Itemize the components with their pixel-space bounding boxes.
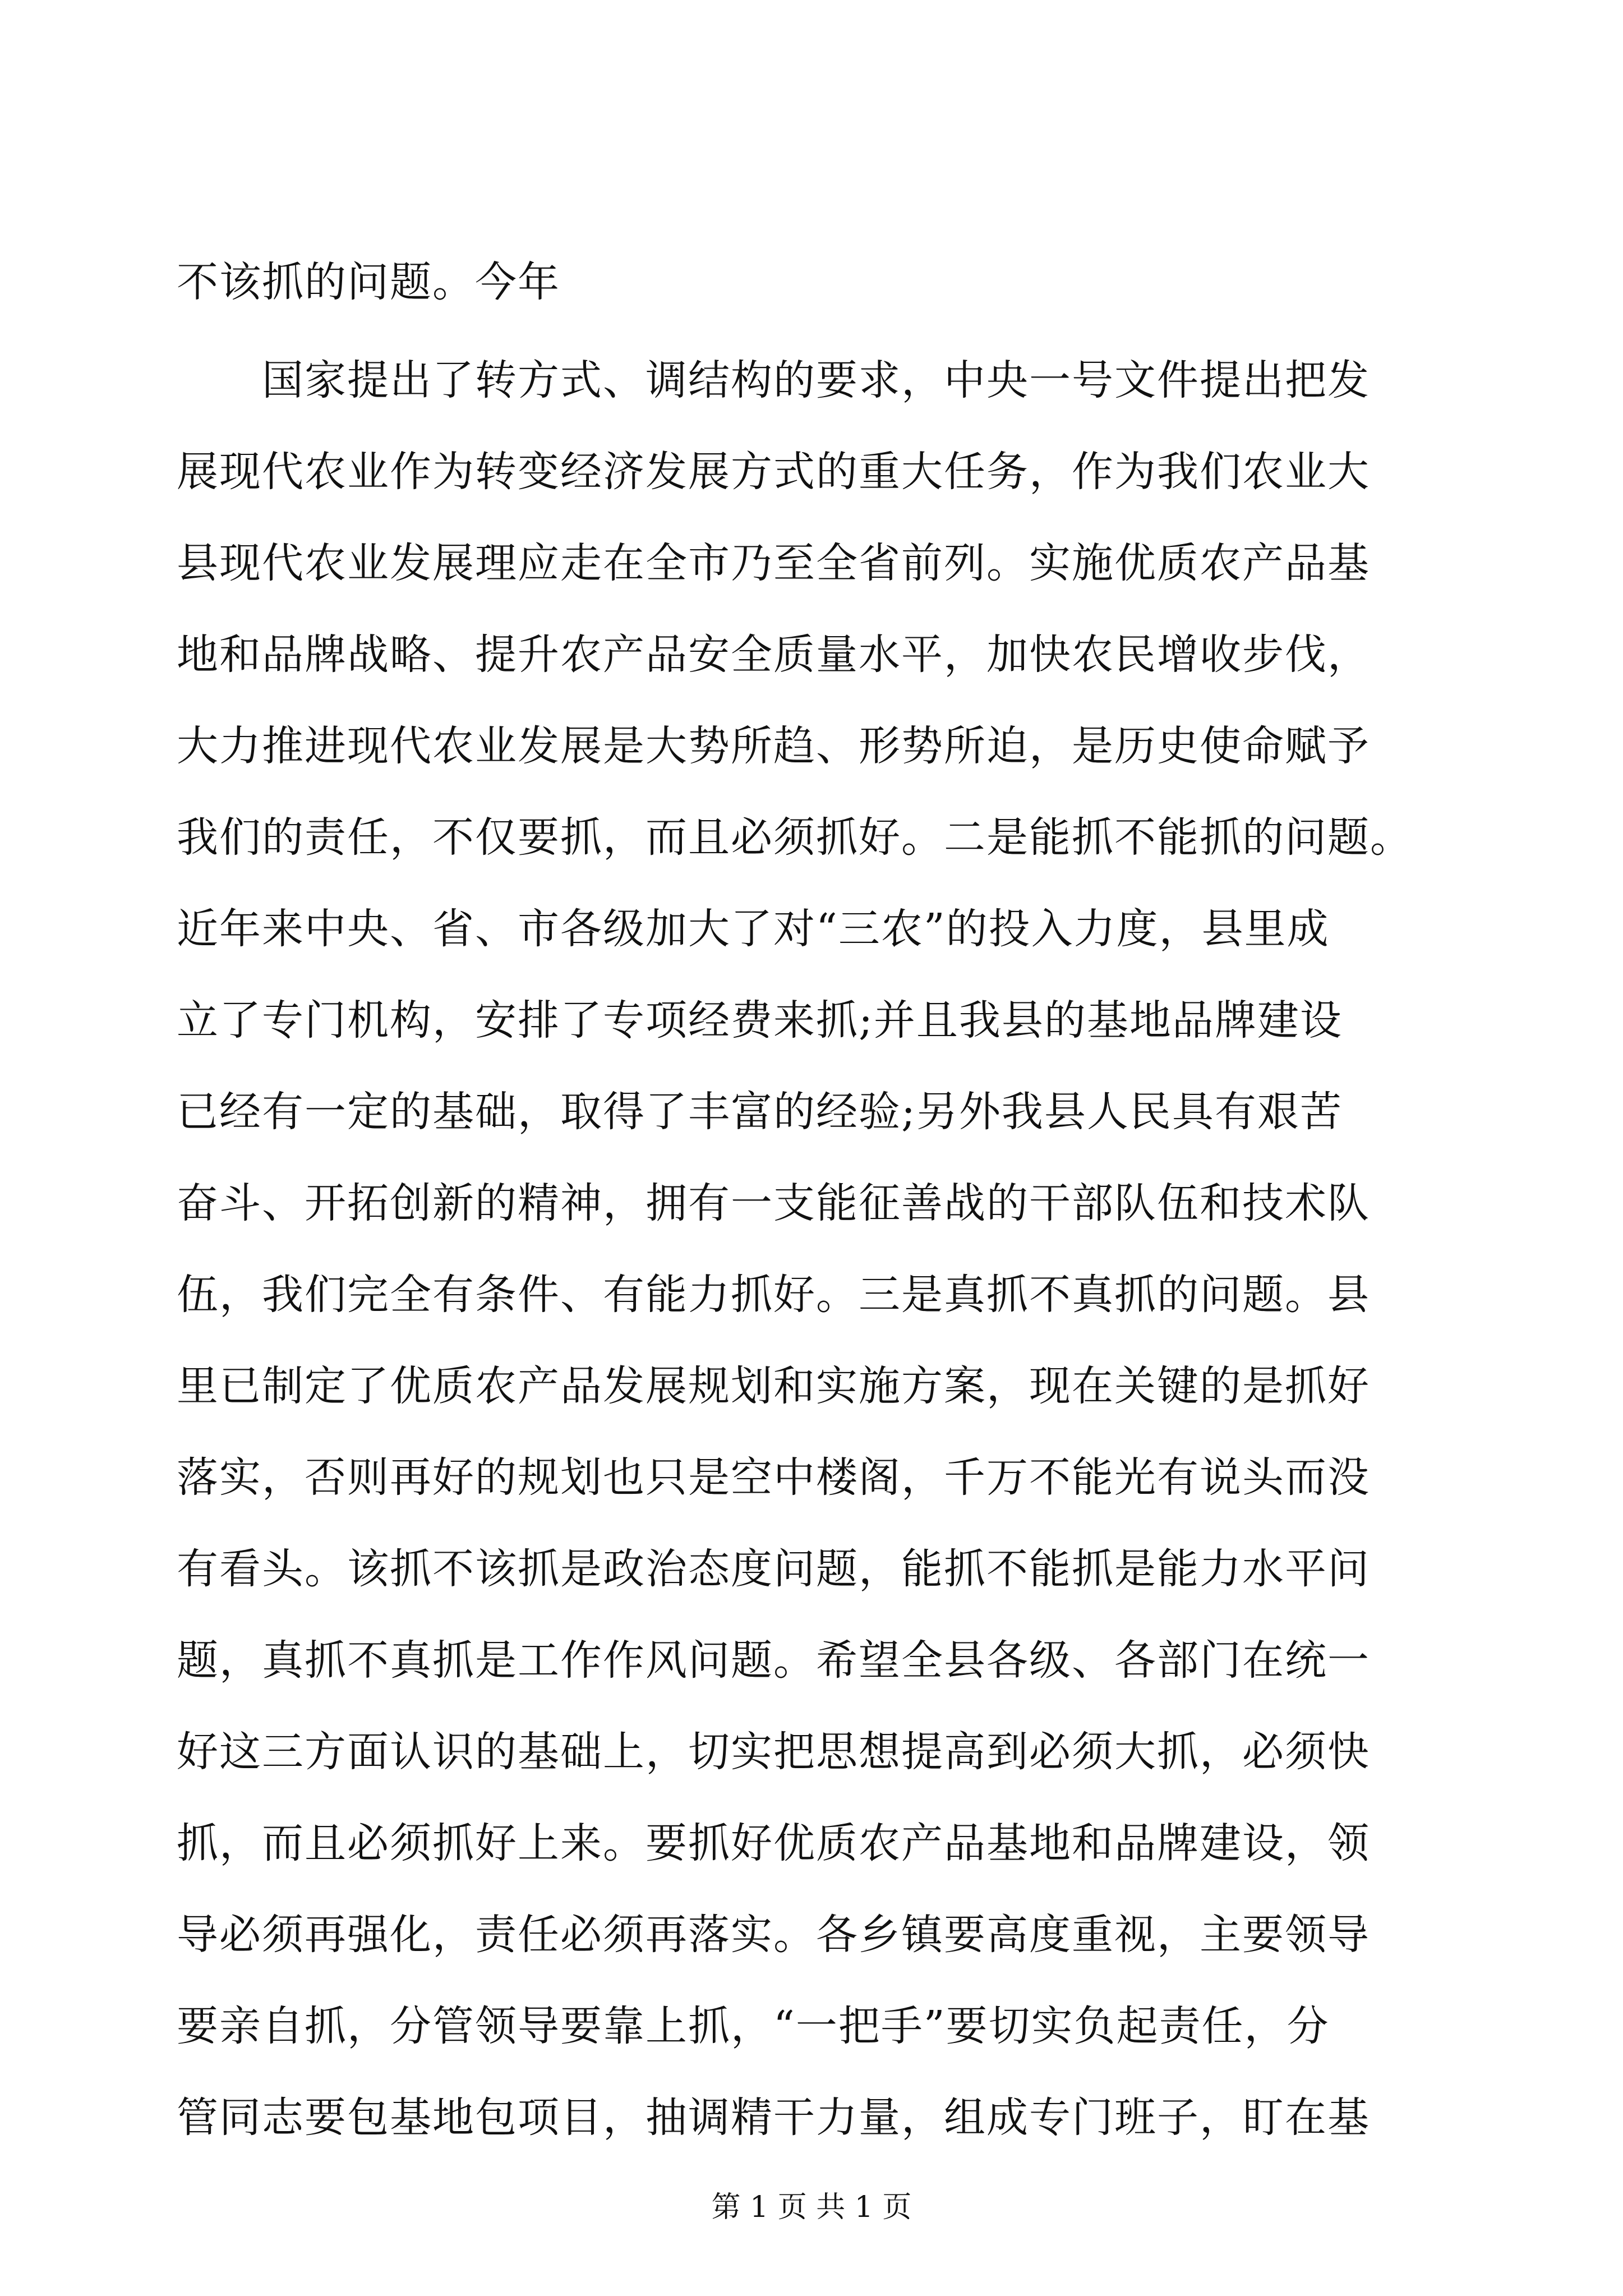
body-line: 抓，而且必须抓好上来。要抓好优质农产品基地和品牌建设，领 <box>177 1819 1370 1867</box>
body-line: 近年来中央、省、市各级加大了对“三农”的投入力度，县里成 <box>177 905 1330 953</box>
body-line: 奋斗、开拓创新的精神，拥有一支能征善战的干部队伍和技术队 <box>177 1179 1370 1227</box>
body-line: 已经有一定的基础，取得了丰富的经验;另外我县人民具有艰苦 <box>177 1088 1343 1136</box>
body-line: 地和品牌战略、提升农产品安全质量水平，加快农民增收步伐， <box>177 631 1370 679</box>
body-line: 立了专门机构，安排了专项经费来抓;并且我县的基地品牌建设 <box>177 996 1343 1045</box>
body-line: 伍，我们完全有条件、有能力抓好。三是真抓不真抓的问题。县 <box>177 1271 1370 1319</box>
body-line: 我们的责任，不仅要抓，而且必须抓好。二是能抓不能抓的问题。 <box>177 813 1413 862</box>
body-line: 里已制定了优质农产品发展规划和实施方案，现在关键的是抓好 <box>177 1362 1370 1410</box>
body-line: 不该抓的问题。今年 <box>177 258 560 306</box>
body-line: 题，真抓不真抓是工作作风问题。希望全县各级、各部门在统一 <box>177 1636 1370 1685</box>
body-line: 展现代农业作为转变经济发展方式的重大任务，作为我们农业大 <box>177 448 1370 496</box>
body-line: 县现代农业发展理应走在全市乃至全省前列。实施优质农产品基 <box>177 539 1370 587</box>
page-number-footer: 第 1 页 共 1 页 <box>711 2191 912 2224</box>
body-line: 好这三方面认识的基础上，切实把思想提高到必须大抓，必须快 <box>177 1728 1370 1776</box>
body-line: 管同志要包基地包项目，抽调精干力量，组成专门班子，盯在基 <box>177 2093 1370 2142</box>
body-line: 导必须再强化，责任必须再落实。各乡镇要高度重视，主要领导 <box>177 1911 1370 1959</box>
body-line: 落实，否则再好的规划也只是空中楼阁，千万不能光有说头而没 <box>177 1453 1370 1502</box>
body-line: 要亲自抓，分管领导要靠上抓，“一把手”要切实负起责任，分 <box>177 2002 1330 2050</box>
body-line: 国家提出了转方式、调结构的要求，中央一号文件提出把发 <box>177 356 1370 404</box>
body-line: 有看头。该抓不该抓是政治态度问题，能抓不能抓是能力水平问 <box>177 1545 1370 1593</box>
body-line: 大力推进现代农业发展是大势所趋、形势所迫，是历史使命赋予 <box>177 722 1370 770</box>
